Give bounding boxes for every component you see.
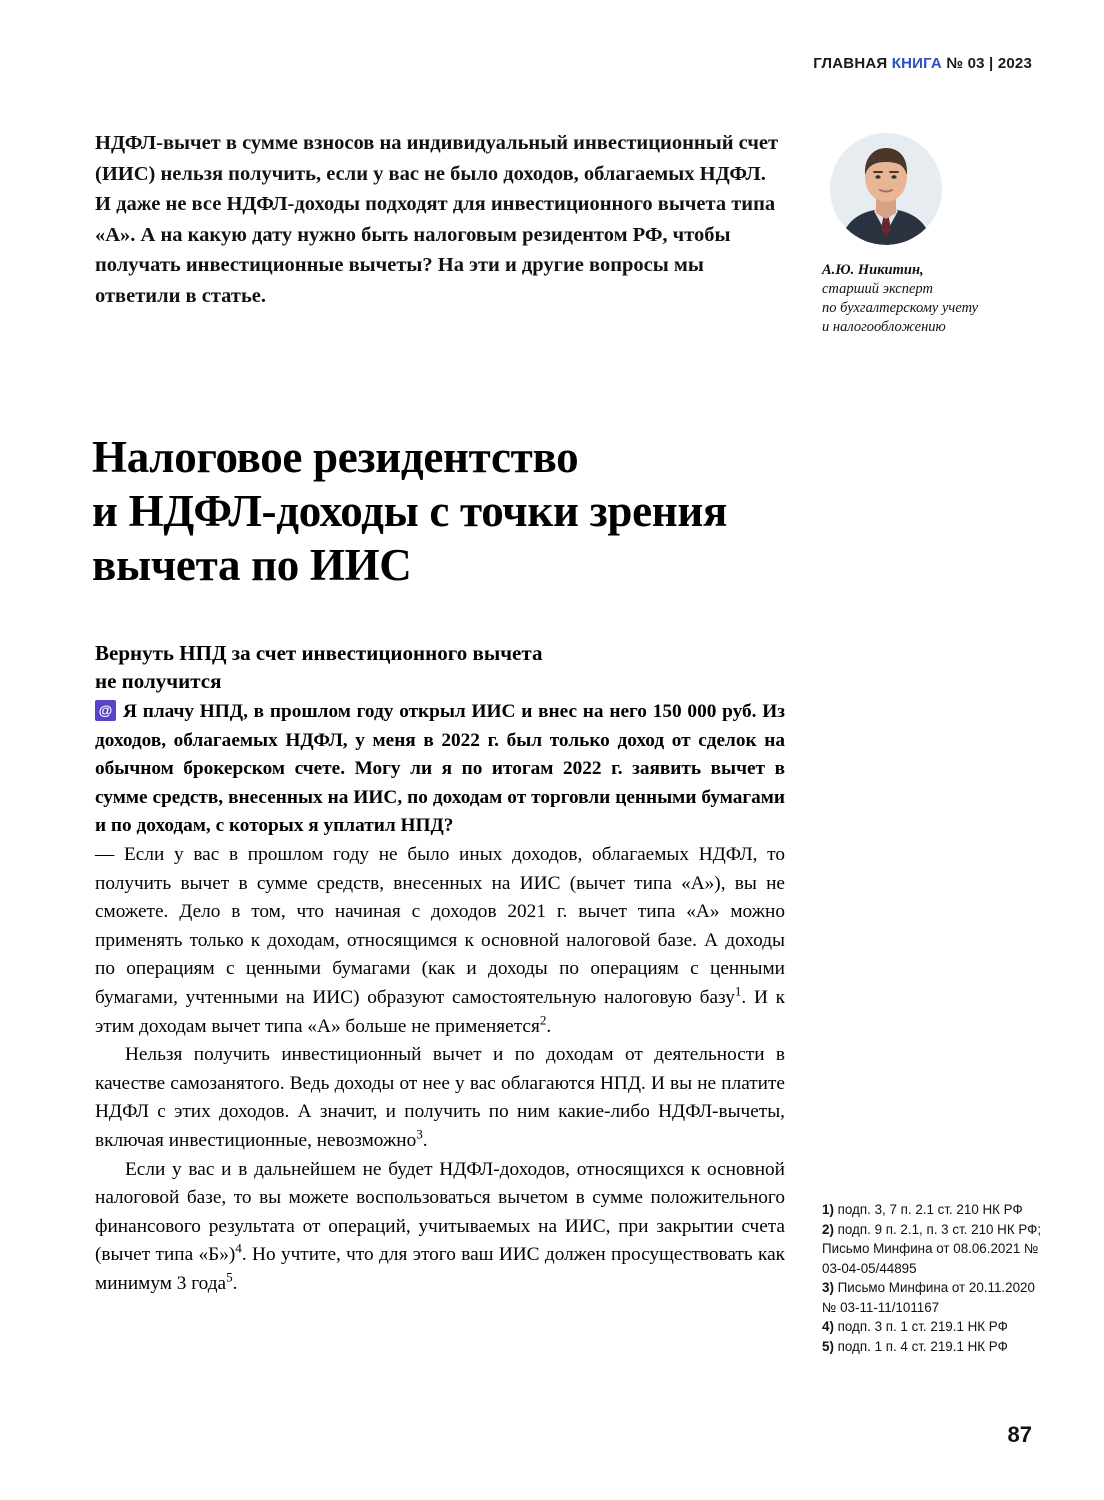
answer-1-text-a: — Если у вас в прошлом году не было иных доходов, облагаемых НДФЛ, то получить вычет в сумме средств, внесенных на ИИС (вычет типа «А»), вы не сможете. Дело в том, что начиная с доходов 2021 г. вычет типа «А» можно применять только к доходам, относящимся к основной налоговой базе. А доходы по операциям с ценными бумагами (как и доходы по операциям с ценными бумагами, учтенными на ИИС) образуют самостоятельную налоговую базу (95, 843, 785, 1008)
author-role-line-3: и налогообложению (822, 319, 946, 335)
footnote-number: 3) (822, 1280, 834, 1295)
footnote-ref-5: 5 (226, 1269, 233, 1285)
footnote-text: Письмо Минфина от 20.11.2020 № 03-11-11/101167 (822, 1280, 1035, 1315)
article-title-line-1: Налоговое резидентство (92, 432, 579, 483)
answer-2-text-a: Нельзя получить инвестиционный вычет и по доходам от деятельности в качестве самозанятого. Ведь доходы от нее у вас облагаются НПД. И вы не платите НДФЛ с этих доходов. А значит, и получить по ним какие-либо НДФЛ-вычеты, включая инвестиционные, невозможно (95, 1044, 785, 1151)
footnote-ref-1: 1 (734, 983, 742, 999)
footnote-number: 4) (822, 1319, 834, 1334)
answer-3-text-a: Если у вас и в дальнейшем не будет НДФЛ-доходов, относящихся к основной налоговой базе, то вы можете воспользоваться вычетом в сумме положительного финансового результата от операций, учитываемых на ИИС, при закрытии счета (вычет типа «Б») (95, 1158, 785, 1266)
author-photo (830, 133, 942, 245)
author-block (822, 133, 1037, 337)
question-paragraph (95, 698, 785, 841)
lead-block (95, 128, 785, 311)
answer-paragraph-1 (95, 841, 785, 1041)
lead-text: НДФЛ-вычет в сумме взносов на индивидуальный инвестиционный счет (ИИС) нельзя получить, если у вас не было доходов, облагаемых НДФЛ. И даже не все НДФЛ-доходы подходят для инвестиционного вычета типа «А». А на какую дату нужно быть налоговым резидентом РФ, чтобы получать инвестиционные вычеты? На эти и другие вопросы мы ответили в статье. (95, 132, 779, 307)
footnote-ref-3: 3 (416, 1126, 423, 1142)
magazine-name-main: ГЛАВНАЯ (813, 55, 888, 72)
article-title (92, 430, 972, 592)
footnote-ref-2: 2 (539, 1012, 547, 1028)
question-text: Я плачу НПД, в прошлом году открыл ИИС и внес на него 150 000 руб. Из доходов, облагаемых НДФЛ, у меня в 2022 г. был только доход от сделок на обычном брокерском счете. Могу ли я по итогам 2022 г. заявить вычет в сумме средств, внесенных на ИИС, по доходам от торговли ценными бумагами и по доходам, с которых я уплатил НПД? (95, 701, 785, 837)
footnote-number: 5) (822, 1338, 834, 1354)
footnote-text: подп. 1 п. 4 ст. 219.1 НК РФ (837, 1338, 1008, 1354)
footnote-item (822, 1278, 1047, 1317)
footnote-item (822, 1337, 1047, 1357)
article-title-line-2: и НДФЛ-доходы с точки зрения (92, 486, 728, 537)
footnote-number: 2) (822, 1221, 834, 1237)
magazine-issue: № 03 | 2023 (946, 55, 1032, 72)
footnote-text: подп. 9 п. 2.1, п. 3 ст. 210 НК РФ; Письмо Минфина от 08.06.2021 № 03-04-05/44895 (822, 1221, 1042, 1276)
article-title-line-3: вычета по ИИС (92, 540, 412, 591)
answer-paragraph-3 (95, 1156, 785, 1299)
author-role-line-2: по бухгалтерскому учету (822, 300, 979, 316)
footnote-item (822, 1200, 1047, 1220)
footnote-item (822, 1220, 1047, 1279)
answer-paragraph-2 (95, 1041, 785, 1155)
answer-3-text-b: . Но учтите, что для этого ваш ИИС должен просуществовать как минимум 3 года (95, 1244, 785, 1294)
footnote-text: подп. 3 п. 1 ст. 219.1 НК РФ (837, 1319, 1008, 1334)
page-number: 87 (1007, 1422, 1032, 1447)
section-subheading-line-1: Вернуть НПД за счет инвестиционного вычета (95, 641, 543, 666)
author-name: А.Ю. Никитин, (822, 262, 924, 278)
footnote-item (822, 1317, 1047, 1337)
article-body (95, 698, 785, 1298)
section-subheading-line-2: не получится (95, 669, 222, 694)
author-role-line-1: старший эксперт (822, 281, 933, 297)
footnote-ref-4: 4 (235, 1240, 242, 1256)
at-icon: @ (95, 700, 116, 721)
magazine-header (813, 55, 1032, 72)
answer-3-text-c: . (232, 1272, 238, 1294)
footnote-text: подп. 3, 7 п. 2.1 ст. 210 НК РФ (837, 1202, 1023, 1217)
footnote-number: 1) (822, 1202, 834, 1217)
section-subheading (95, 639, 795, 695)
footnotes-column (822, 1200, 1047, 1356)
answer-1-text-b: . И к этим доходам вычет типа «А» больше не применяется (95, 986, 785, 1037)
magazine-name-book: КНИГА (891, 55, 942, 72)
answer-2-text-b: . (422, 1129, 428, 1151)
answer-1-text-c: . (546, 1015, 552, 1037)
